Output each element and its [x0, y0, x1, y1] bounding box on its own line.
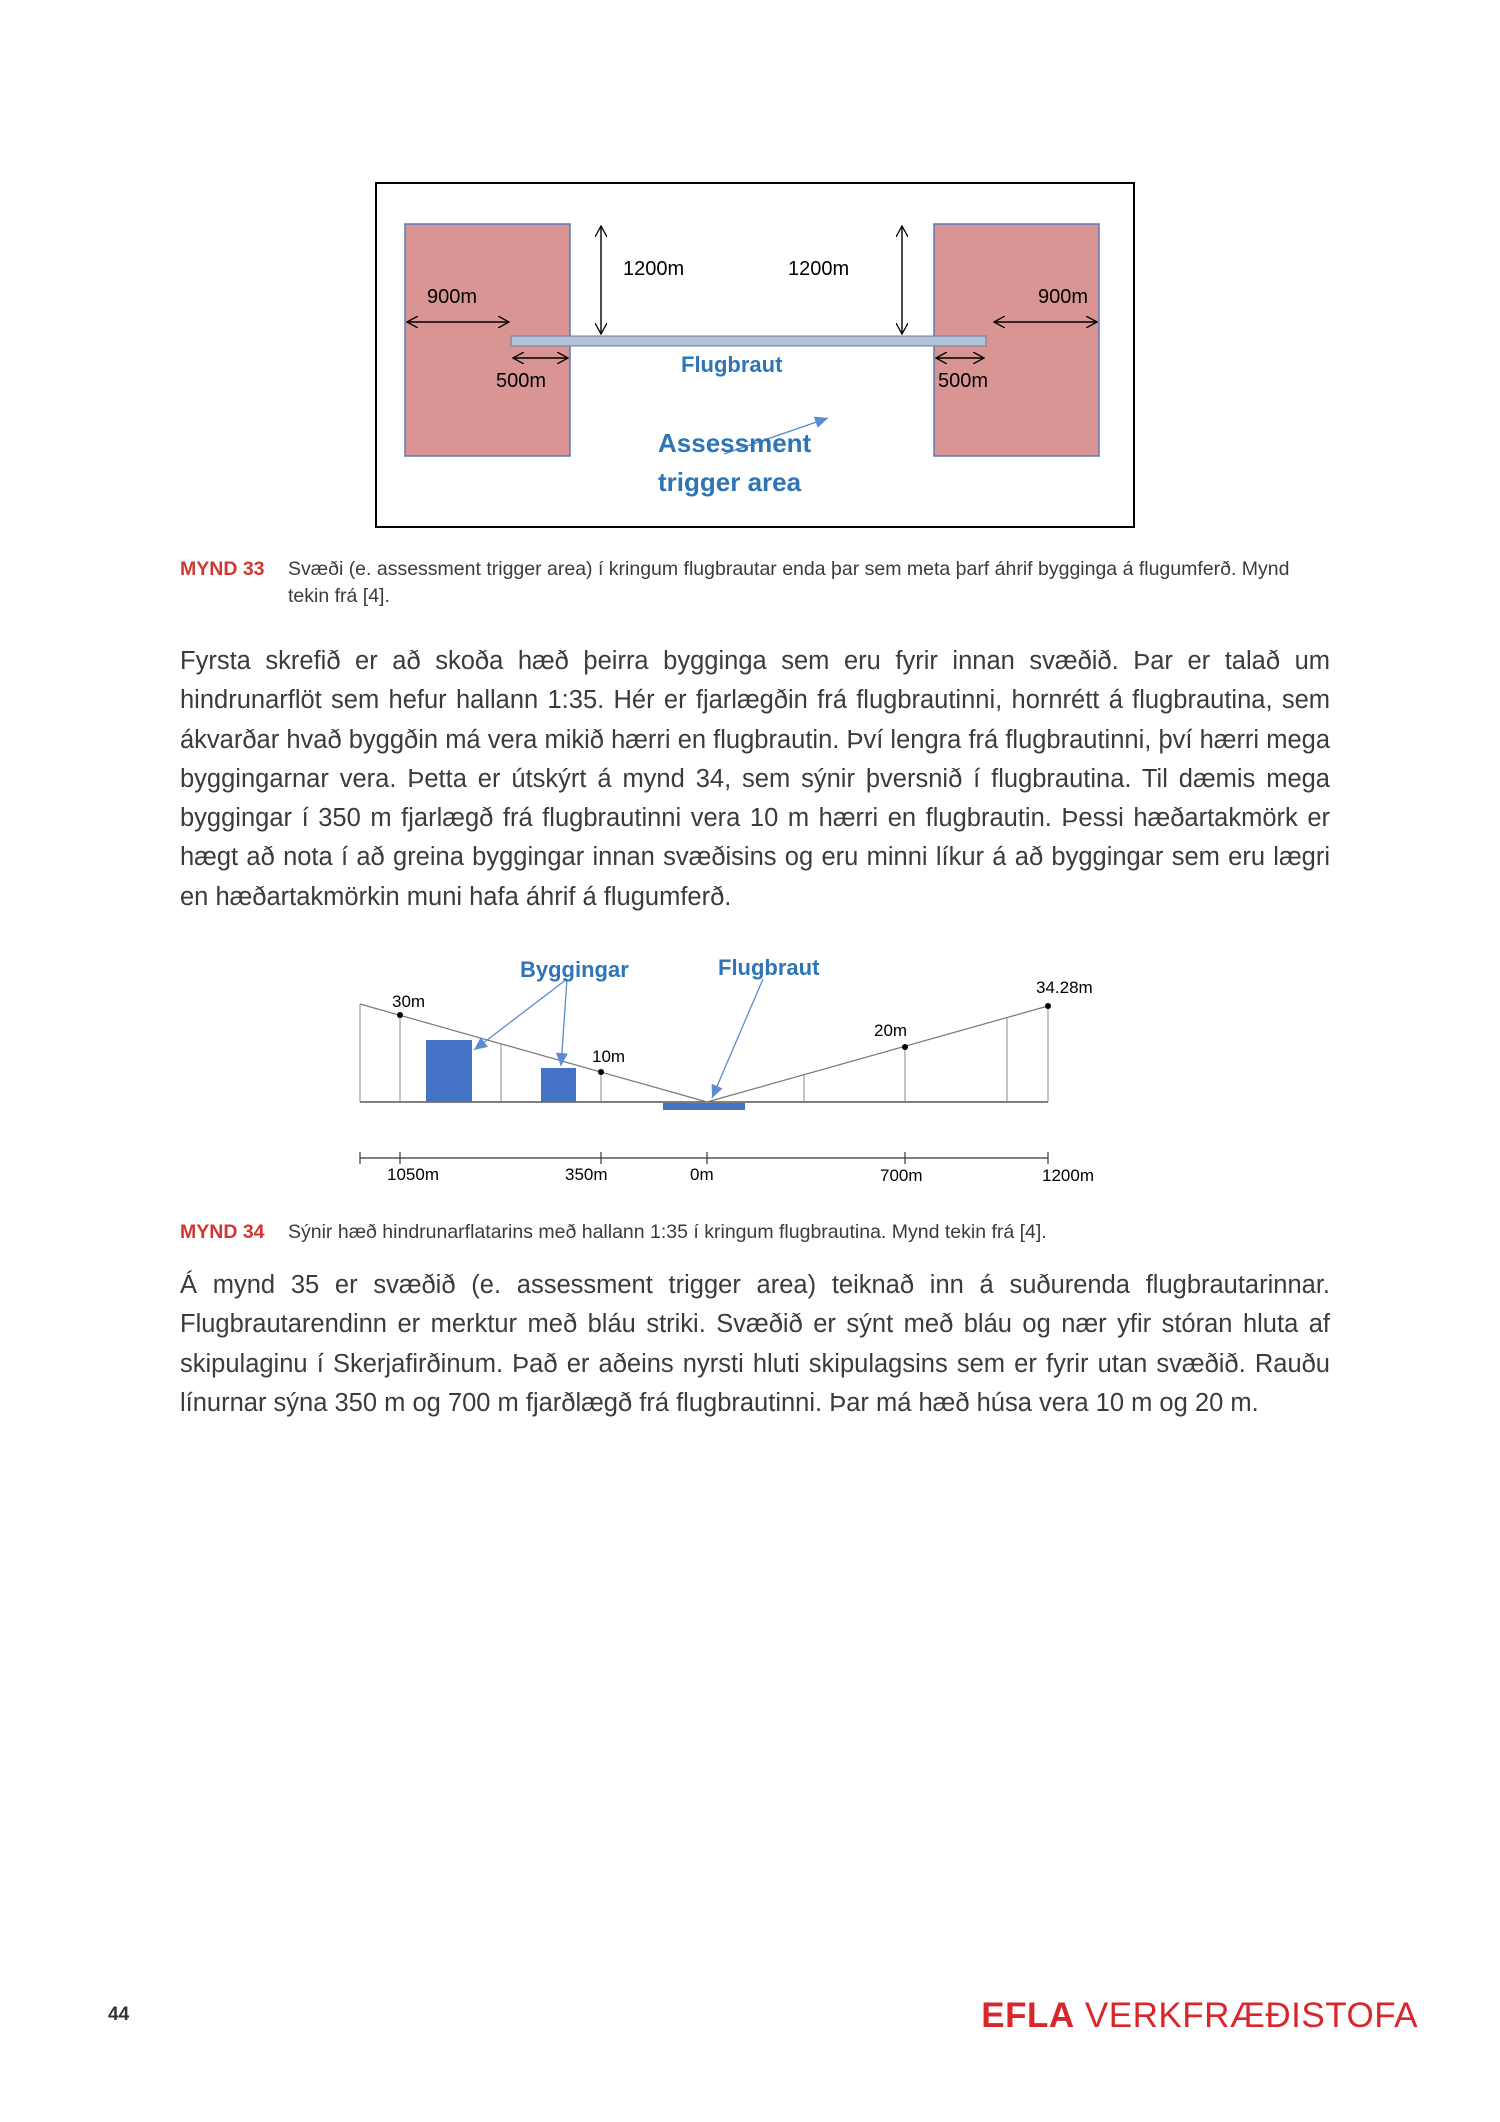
axis-label-700: 700m — [880, 1166, 923, 1185]
label-500-right: 500m — [938, 370, 989, 392]
axis-label-1050: 1050m — [387, 1165, 439, 1184]
height-point-3428 — [1045, 1003, 1051, 1009]
body-paragraph-2: Á mynd 35 er svæðið (e. assessment trigger area) teiknað inn á suðurenda flugbrautarinnar. Flugbrautarendinn er merktur með bláu striki. Svæðið er sýnt með bláu og nær yfir stóran hluta af skipulaginu í Skerjafirðinum. Það er aðeins nyrsti hluti skipulagsins sem er fyrir utan svæðið. Rauðu línurnar sýna 350 m og 700 m fjarðlægð frá flugbrautinni. Þar má hæð húsa vera 10 m og 20 m. — [180, 1271, 1330, 1417]
caption-figure-34 — [180, 1219, 1330, 1246]
efla-logo — [981, 1996, 1418, 2036]
runway-arrow — [712, 979, 763, 1098]
figure-33-diagram — [375, 182, 1135, 528]
runway-strip — [511, 336, 986, 346]
label-900-left: 900m — [427, 286, 478, 308]
caption-text: Sýnir hæð hindrunarflatarins með hallann 1:35 í kringum flugbrautina. Mynd tekin frá [4]. — [288, 1221, 1047, 1243]
height-point-30 — [397, 1012, 403, 1018]
axis-label-1200: 1200m — [1042, 1166, 1094, 1185]
label-1200-right: 1200m — [788, 258, 850, 280]
buildings-arrow-2 — [561, 979, 567, 1066]
logo-brand: EFLA — [981, 1996, 1075, 2035]
obstacle-surface-left — [360, 1004, 707, 1102]
height-point-10 — [598, 1069, 604, 1075]
page-number: 44 — [108, 2004, 130, 2025]
height-point-20 — [902, 1044, 908, 1050]
axis-label-0: 0m — [690, 1165, 714, 1184]
buildings-arrow-1 — [474, 979, 567, 1050]
height-label-10: 10m — [592, 1047, 626, 1066]
runway-label: Flugbraut — [681, 352, 783, 377]
runway-bar — [663, 1103, 745, 1110]
height-label-30: 30m — [392, 992, 426, 1011]
caption-label: MYND 34 — [180, 1221, 265, 1243]
label-1200-left: 1200m — [623, 258, 685, 280]
caption-figure-33 — [180, 556, 1330, 610]
area-label-line1: Assessment — [658, 428, 812, 458]
body-paragraph-1: Fyrsta skrefið er að skoða hæð þeirra bygginga sem eru fyrir innan svæðið. Þar er talað um hindrunarflöt sem hefur hallann 1:35. Hér er fjarlægðin frá flugbrautinni, hornrétt á flugbrautina, sem ákvarðar hvað byggðin má vera mikið hærri en flugbrautin. Því lengra frá flugbrautinni, því hærri mega byggingarnar vera. Þetta er útskýrt á mynd 34, sem sýnir þversnið í flugbrautina. Til dæmis mega byggingar í 350 m fjarlægð frá flugbrautinni vera 10 m hærri en flugbrautin. Þessi hæðartakmörk er hægt að nota í að greina byggingar innan svæðisins og eru minni líkur á að byggingar sem eru lægri en hæðartakmörkin muni hafa áhrif á flugumferð. — [180, 647, 1330, 911]
caption-label: MYND 33 — [180, 558, 265, 580]
runway-label-fig34: Flugbraut — [718, 955, 820, 980]
buildings-label: Byggingar — [520, 957, 629, 982]
height-label-20: 20m — [874, 1021, 908, 1040]
figure-34-cross-section — [350, 950, 1130, 1195]
label-900-right: 900m — [1038, 286, 1089, 308]
building-small — [541, 1068, 576, 1102]
building-large — [426, 1040, 472, 1102]
caption-text: Svæði (e. assessment trigger area) í kringum flugbrautar enda þar sem meta þarf áhrif bygginga á flugumferð. Mynd tekin frá [4]. — [288, 558, 1290, 607]
label-500-left: 500m — [496, 370, 547, 392]
height-label-3428: 34.28m — [1036, 978, 1093, 997]
area-label-line2: trigger area — [658, 467, 802, 497]
logo-subtitle: VERKFRÆÐISTOFA — [1074, 1996, 1418, 2035]
axis-label-350: 350m — [565, 1165, 608, 1184]
